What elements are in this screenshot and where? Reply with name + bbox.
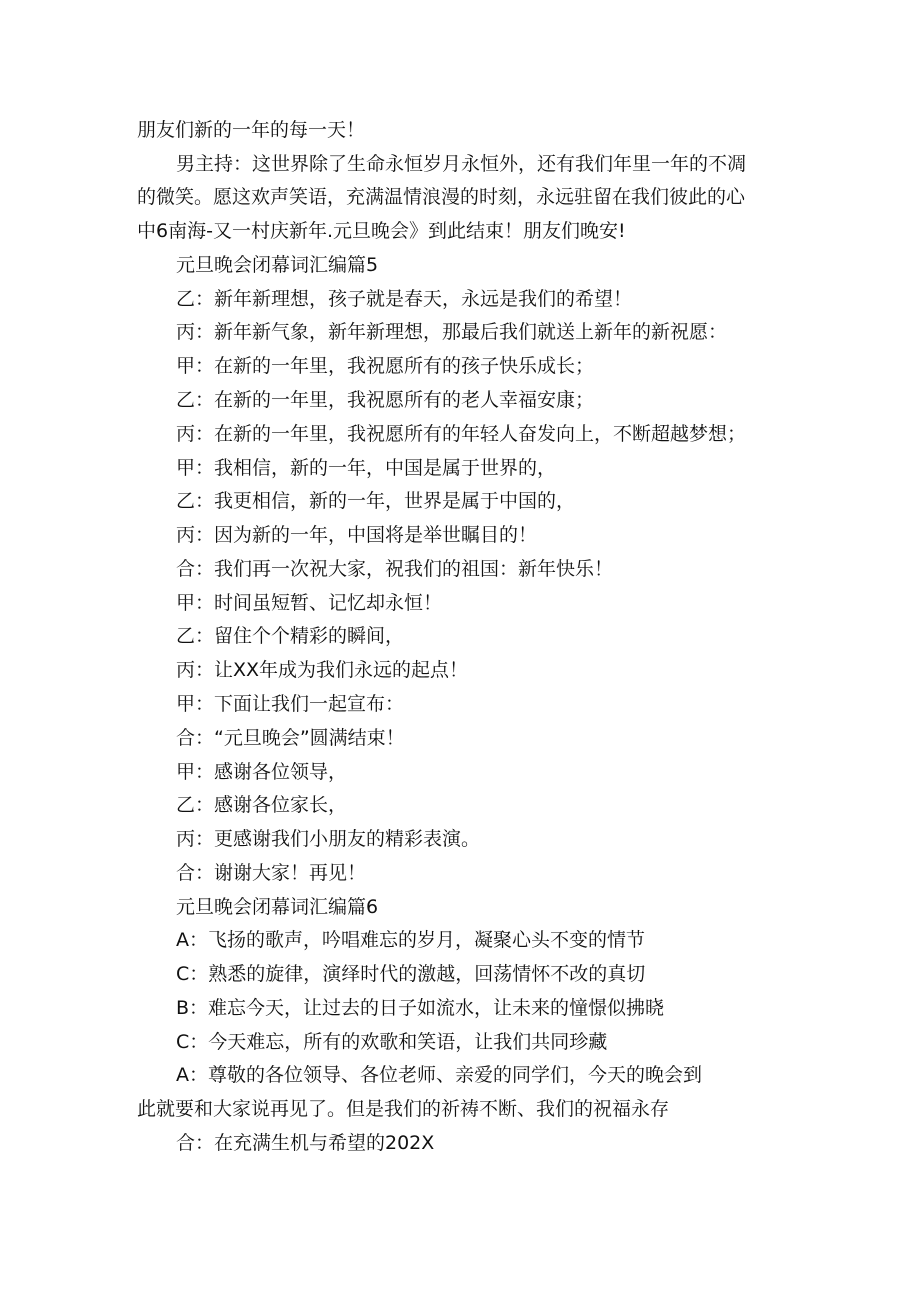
text-line: 中6南海-又一村庆新年.元旦晚会》到此结束！朋友们晚安!: [137, 220, 626, 242]
text-line: 丙：让XX年成为我们永远的起点！: [176, 659, 469, 681]
text-line: 甲：感谢各位领导，: [176, 761, 348, 783]
text-line: 合：我们再一次祝大家，祝我们的祖国：新年快乐！: [176, 558, 614, 580]
text-line: 朋友们新的一年的每一天！: [137, 119, 366, 141]
text-line: 乙：我更相信，新的一年，世界是属于中国的，: [176, 490, 576, 512]
text-line: 丙：新年新气象，新年新理想，那最后我们就送上新年的新祝愿：: [176, 321, 728, 343]
text-line: 合：在充满生机与希望的202X: [176, 1132, 435, 1154]
section-heading: 元旦晚会闭幕词汇编篇5: [176, 254, 379, 276]
text-line: 此就要和大家说再见了。但是我们的祈祷不断、我们的祝福永存: [137, 1098, 670, 1120]
text-line: 乙：在新的一年里，我祝愿所有的老人幸福安康；: [176, 389, 595, 411]
text-line: 乙：新年新理想，孩子就是春天，永远是我们的希望！: [176, 288, 633, 310]
text-line: 甲：时间虽短暂、记忆却永恒！: [176, 592, 443, 614]
text-line: 乙：感谢各位家长，: [176, 794, 348, 816]
text-line: B：难忘今天，让过去的日子如流水，让未来的憧憬似拂晓: [176, 997, 665, 1019]
text-line: 丙：因为新的一年，中国将是举世瞩目的！: [176, 524, 538, 546]
text-line: 甲：在新的一年里，我祝愿所有的孩子快乐成长；: [176, 355, 595, 377]
text-line: 男主持：这世界除了生命永恒岁月永恒外，还有我们年里一年的不凋: [176, 153, 747, 175]
text-line: 乙：留住个个精彩的瞬间，: [176, 625, 405, 647]
text-line: 的微笑。愿这欢声笑语，充满温情浪漫的时刻，永远驻留在我们彼此的心: [137, 186, 746, 208]
text-line: 甲：我相信，新的一年，中国是属于世界的，: [176, 457, 557, 479]
text-line: A：尊敬的各位领导、各位老师、亲爱的同学们，今天的晚会到: [176, 1064, 702, 1086]
text-line: 合：“元旦晚会”圆满结束！: [176, 727, 405, 749]
text-line: A：飞扬的歌声，吟唱难忘的岁月，凝聚心头不变的情节: [176, 929, 645, 951]
text-line: C：熟悉的旋律，演绎时代的激越，回荡情怀不改的真切: [176, 963, 646, 985]
text-line: C：今天难忘，所有的欢歌和笑语，让我们共同珍藏: [176, 1031, 608, 1053]
text-line: 合：谢谢大家！再见！: [176, 862, 367, 884]
text-line: 甲：下面让我们一起宣布：: [176, 693, 405, 715]
text-line: 丙：在新的一年里，我祝愿所有的年轻人奋发向上，不断超越梦想；: [176, 423, 747, 445]
section-heading: 元旦晚会闭幕词汇编篇6: [176, 896, 379, 918]
text-line: 丙：更感谢我们小朋友的精彩表演。: [176, 828, 481, 850]
